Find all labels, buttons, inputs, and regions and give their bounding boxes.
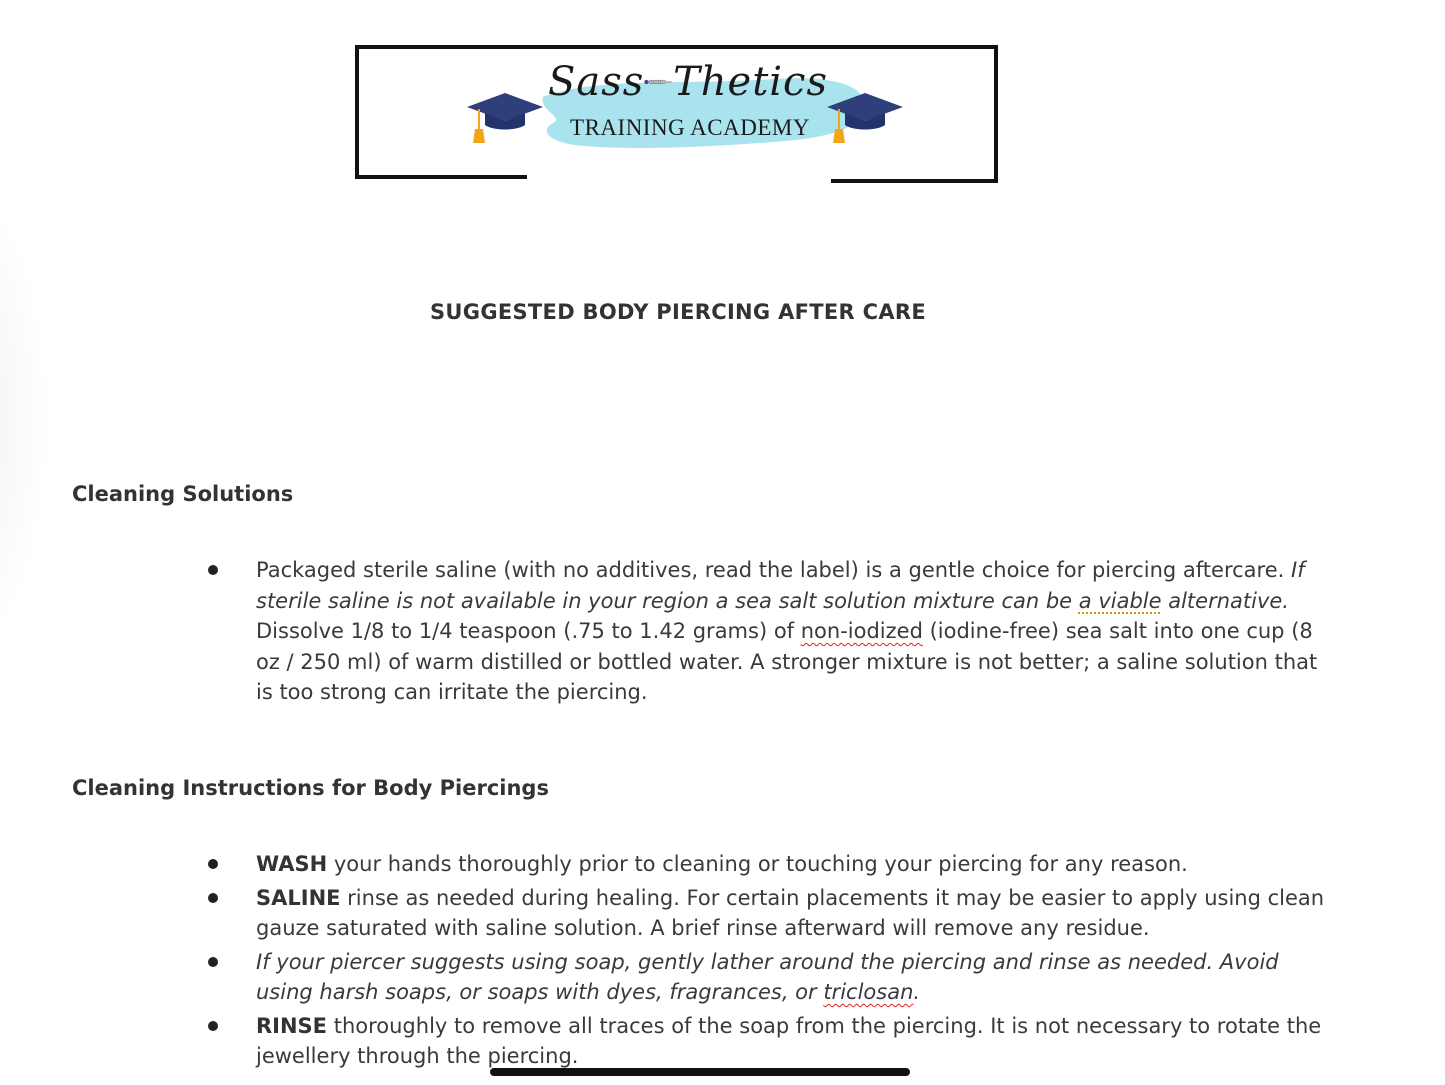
cleaning-instructions-list [205,849,1330,1072]
home-indicator-bar[interactable] [490,1068,910,1076]
item-text: thoroughly to remove all traces of the soap from the piercing. It is not necessary to rotate the jewellery through the piercing. [256,1013,1322,1068]
logo-frame-bottom-left [355,175,527,179]
logo-frame-bottom-right [831,179,998,183]
item-italic-text: . [913,980,921,1004]
bullet-icon [208,859,218,869]
item-text: rinse as needed during healing. For certain placements it may be easier to apply using clean gauze saturated with saline solution. A brief rinse afterward will remove any residue. [256,885,1325,940]
bullet-icon [208,957,218,967]
item-lead-word: SALINE [256,885,341,910]
graduation-cap-icon [825,89,905,145]
grammar-flagged-text: a viable [1078,588,1162,613]
item-italic-text: If your piercer suggests using soap, gently lather around the piercing and rinse as needed. Avoid using harsh soaps, or soaps with dyes, fragrances, or [256,949,1279,1004]
spelling-flagged-text: triclosan [823,980,914,1004]
list-item [205,947,1330,1008]
academy-logo [355,45,998,179]
bullet-icon [208,893,218,903]
item-italic-text: alternative. [1161,588,1289,613]
logo-frame-left [355,45,359,179]
list-item [205,883,1330,944]
needle-icon [644,75,673,89]
list-item [205,1011,1330,1072]
item-lead-word: WASH [256,852,328,876]
bullet-icon [208,1021,218,1031]
logo-frame-right [994,45,998,183]
item-text: (iodine-free) sea salt into one cup (8 oz / 250 ml) of warm distilled or bottled water. A stronger mixture is not better; a saline solution that is too strong can irritate the piercing. [256,619,1318,704]
item-text: Dissolve 1/8 to 1/4 teaspoon (.75 to 1.42 grams) of [256,619,801,643]
item-text: your hands thoroughly prior to cleaning or touching your piercing for any reason. [327,852,1188,876]
logo-frame-top [355,45,998,49]
section-heading-cleaning-solutions: Cleaning Solutions [72,482,294,506]
item-lead-word: RINSE [256,1013,328,1038]
document-title: SUGGESTED BODY PIERCING AFTER CARE [430,300,927,324]
logo-script-text [548,59,828,105]
logo-subtitle: TRAINING ACADEMY [570,115,810,140]
list-item [205,849,1330,880]
logo-script-right: Thetics [673,59,828,105]
spelling-flagged-text: non-iodized [800,619,923,643]
item-text: Packaged sterile saline (with no additives, read the label) is a gentle choice for piercing aftercare. [256,558,1291,582]
cleaning-solutions-list [205,555,1330,708]
item-italic-text: If sterile saline is not available in your region a sea salt solution mixture can be [256,558,1305,613]
list-item [205,555,1330,708]
logo-script-left: Sass [548,59,645,105]
section-heading-cleaning-instructions: Cleaning Instructions for Body Piercings [72,776,549,800]
graduation-cap-icon [465,89,545,145]
bullet-icon [208,565,218,575]
page-edge-shadow [0,180,50,660]
